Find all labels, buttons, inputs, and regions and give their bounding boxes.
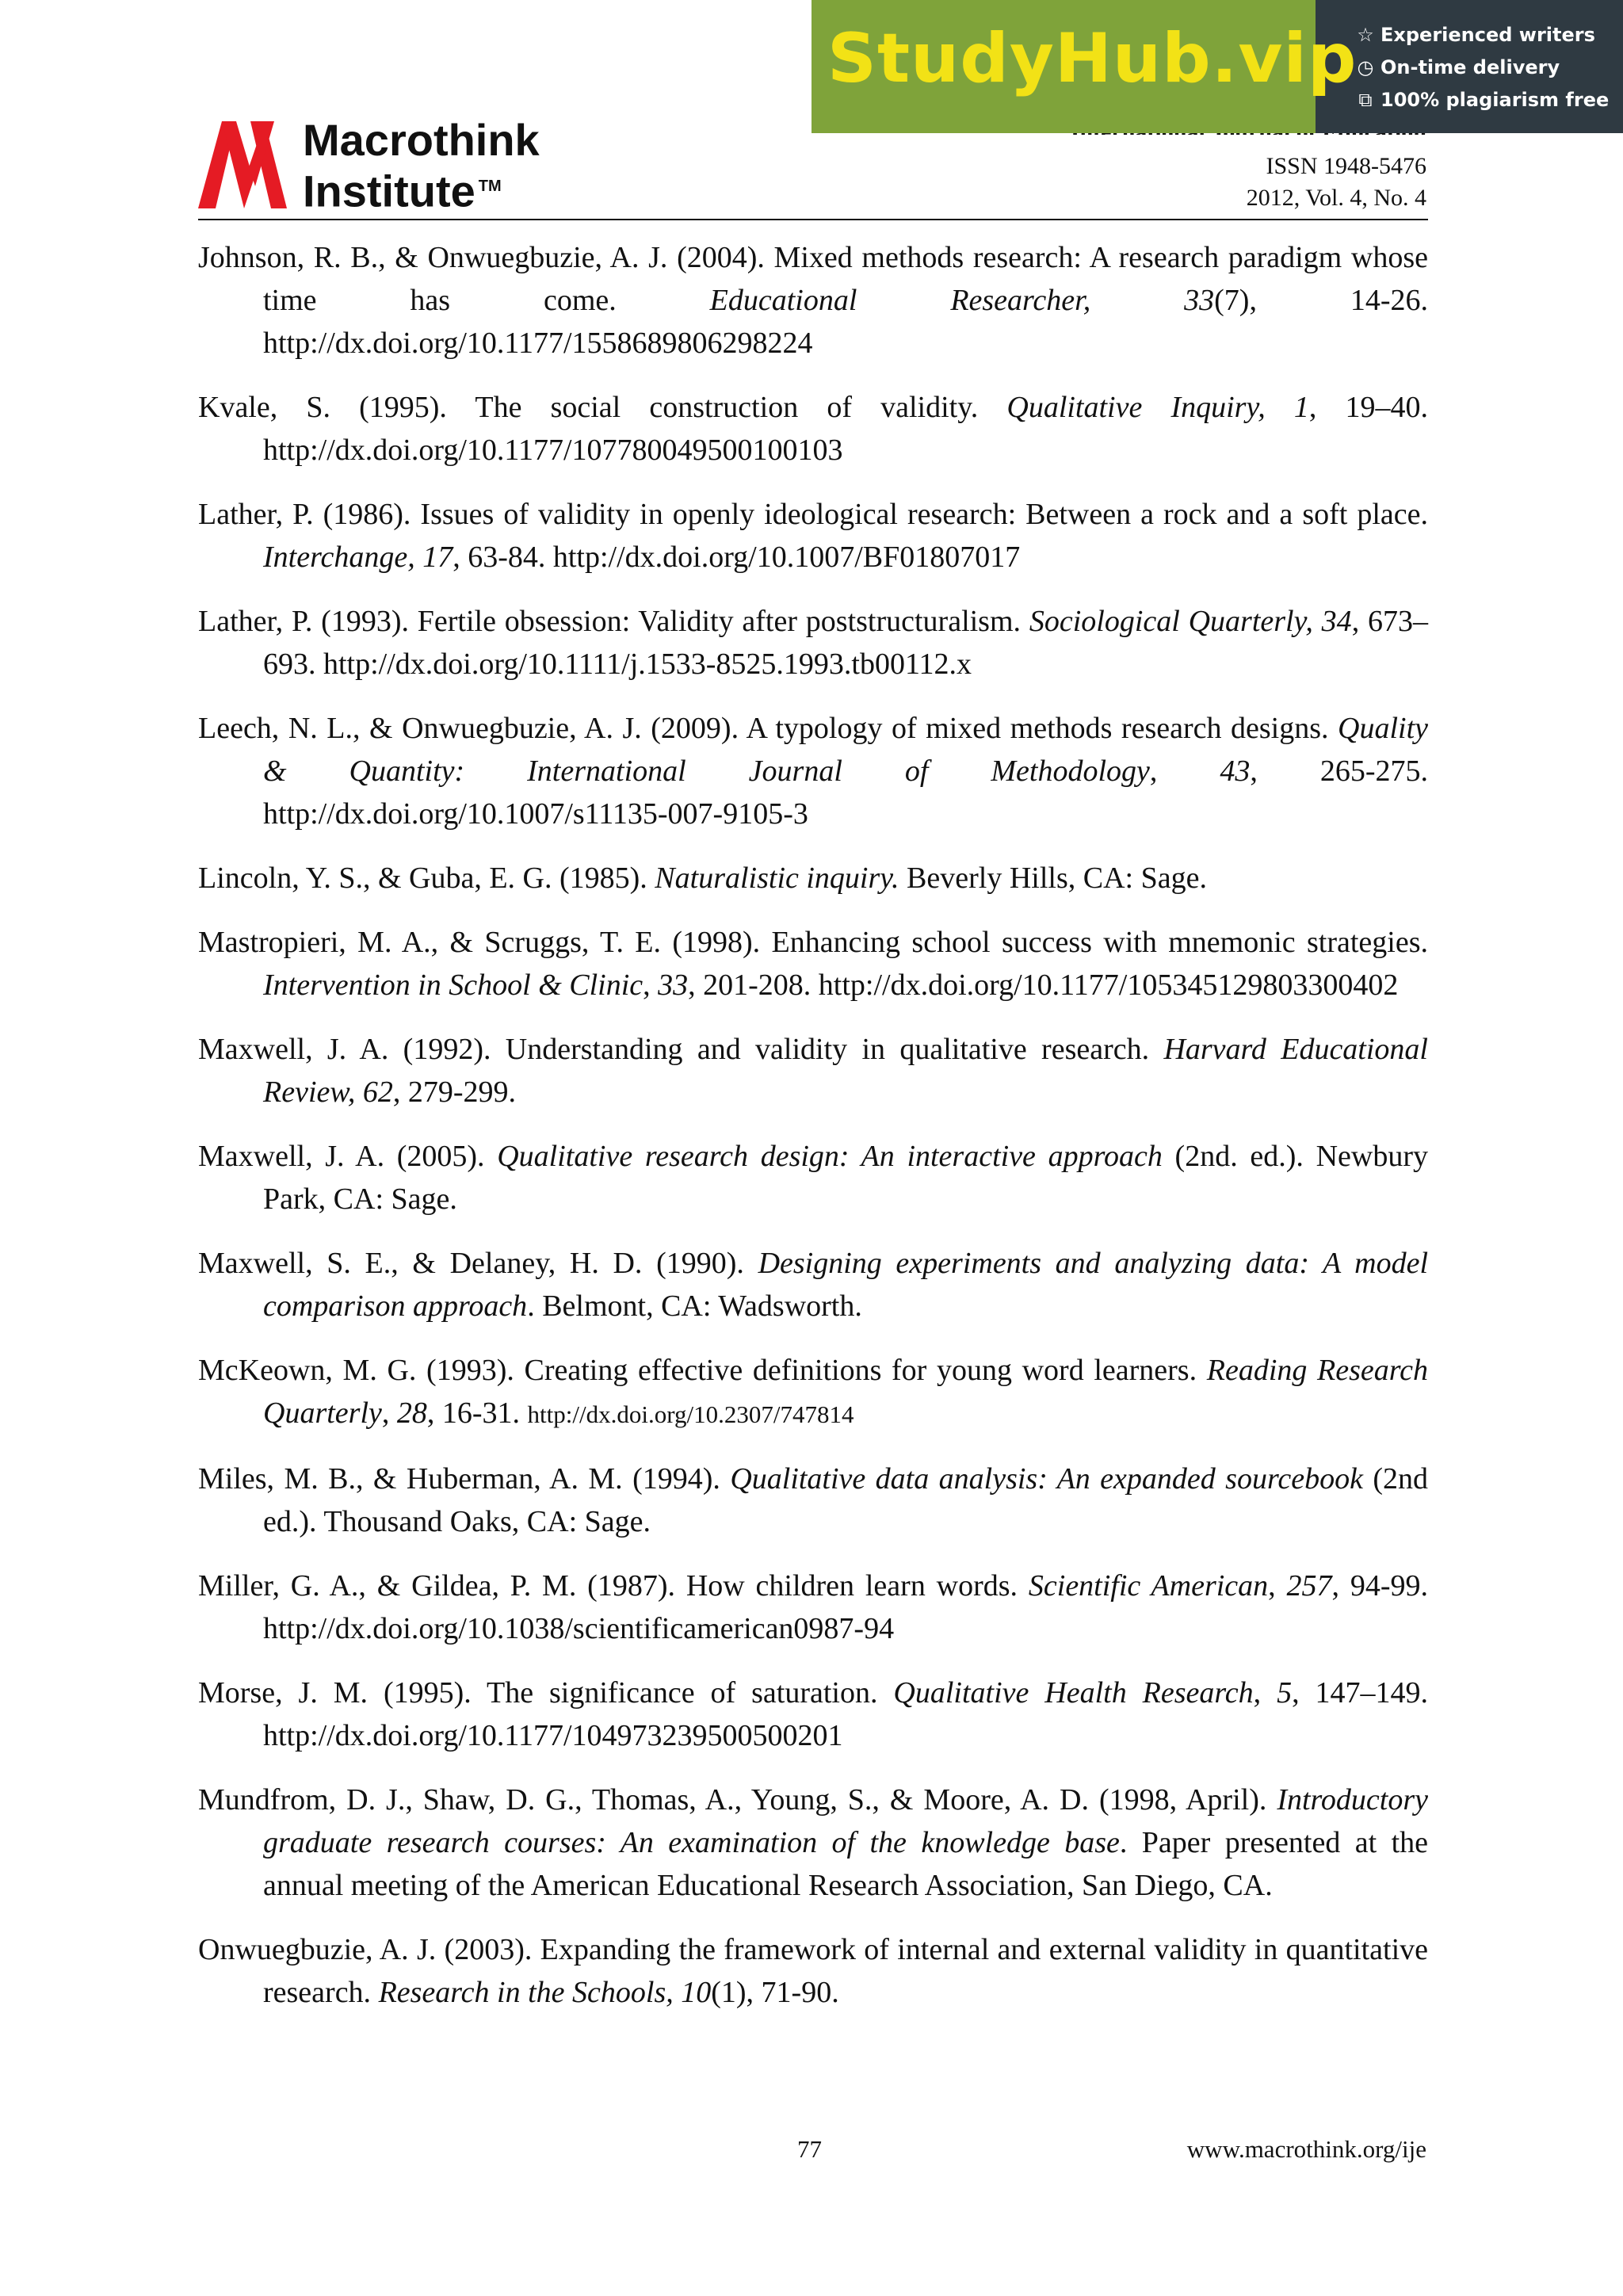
reference-text: , 94-99. http://dx.doi.org/10.1038/scientificamerican0987-94 — [263, 1569, 1429, 1645]
logo-word-institute — [303, 162, 502, 216]
reference-text: Lather, P. (1993). Fertile obsession: Validity after poststructuralism. — [198, 605, 1029, 638]
reference-title-italic: Quality & Quantity: International Journal of Methodology — [263, 712, 1428, 788]
banner-brand-text: StudyHub.vip — [827, 19, 1358, 98]
reference-text: Miller, G. A., & Gildea, P. M. (1987). How children learn words. — [198, 1569, 1029, 1603]
reference-text: . Paper presented at the annual meeting of the American Educational Research Association, San Diego, CA. — [263, 1826, 1428, 1902]
reference-text: (2nd ed.). Thousand Oaks, CA: Sage. — [263, 1462, 1429, 1538]
reference-text: Beverly Hills, CA: Sage. — [899, 861, 1207, 895]
reference-entry — [198, 1564, 1428, 1650]
copy-icon: ⧉ — [1358, 89, 1373, 111]
reference-entry — [198, 857, 1428, 900]
page-number: 77 — [797, 2135, 822, 2163]
reference-title-italic: Interchange, 17 — [263, 541, 453, 574]
reference-text: Maxwell, J. A. (2005). — [198, 1140, 498, 1173]
reference-text: , 16-31. — [426, 1396, 528, 1430]
reference-text: , — [1149, 755, 1220, 788]
reference-title-italic: Reading Research Quarterly — [263, 1354, 1428, 1430]
reference-entry — [198, 1671, 1428, 1757]
reference-text: , 19–40. http://dx.doi.org/10.1177/107780049500100103 — [263, 391, 1429, 467]
reference-title-italic: 28 — [396, 1396, 427, 1430]
reference-text: , — [1253, 1676, 1277, 1710]
header-divider — [198, 219, 1428, 220]
reference-title-italic: 43 — [1220, 755, 1251, 788]
reference-text: http://dx.doi.org/10.2307/747814 — [527, 1400, 854, 1428]
reference-text: Mastropieri, M. A., & Scruggs, T. E. (1998). Enhancing school success with mnemonic strategies. — [198, 926, 1428, 959]
reference-list — [198, 236, 1428, 2035]
banner-brand-panel — [812, 0, 1358, 133]
reference-entry — [198, 1242, 1428, 1328]
studyhub-banner[interactable] — [812, 0, 1623, 133]
star-outline-icon: ☆ — [1357, 24, 1374, 46]
reference-title-italic: Qualitative data analysis: An expanded sourcebook — [730, 1462, 1363, 1496]
reference-title-italic: 257 — [1286, 1569, 1332, 1603]
banner-feature — [1355, 52, 1609, 84]
publisher-logo — [198, 115, 610, 216]
banner-feature-label: On-time delivery — [1381, 56, 1560, 78]
logo-mark-icon — [198, 115, 296, 210]
reference-text: Johnson, R. B., & Onwuegbuzie, A. J. (2004). Mixed methods research: A research paradigm whose time has come. — [198, 241, 1428, 317]
reference-title-italic: 33 — [658, 968, 689, 1002]
reference-text: Maxwell, J. A. (1992). Understanding and validity in qualitative research. — [198, 1033, 1164, 1066]
reference-title-italic: Intervention in School & Clinic — [263, 968, 643, 1002]
reference-text: , 265-275. http://dx.doi.org/10.1007/s11135-007-9105-3 — [263, 755, 1429, 831]
reference-text: . Belmont, CA: Wadsworth. — [527, 1289, 862, 1323]
reference-title-italic: 5 — [1277, 1676, 1293, 1710]
reference-title-italic: Educational Researcher, 33 — [709, 284, 1215, 317]
footer-url[interactable]: www.macrothink.org/ije — [1186, 2135, 1426, 2163]
reference-entry — [198, 493, 1428, 579]
reference-text: Leech, N. L., & Onwuegbuzie, A. J. (2009). A typology of mixed methods research designs. — [198, 712, 1338, 745]
reference-text: , 147–149. http://dx.doi.org/10.1177/104973239500500201 — [263, 1676, 1429, 1752]
banner-feature-list — [1355, 19, 1609, 117]
reference-text: , — [643, 968, 659, 1002]
reference-title-italic: Qualitative research design: An interactive approach — [497, 1140, 1163, 1173]
reference-text: Lather, P. (1986). Issues of validity in openly ideological research: Between a rock and a soft place. — [198, 498, 1428, 531]
reference-text: McKeown, M. G. (1993). Creating effective definitions for young word learners. — [198, 1354, 1207, 1387]
reference-text: , — [1268, 1569, 1287, 1603]
reference-text: (2nd. ed.). Newbury Park, CA: Sage. — [263, 1140, 1428, 1216]
reference-entry — [198, 1349, 1428, 1436]
reference-text: , 63-84. http://dx.doi.org/10.1007/BF01807017 — [453, 541, 1021, 574]
reference-entry — [198, 386, 1428, 472]
reference-text: , 673–693. http://dx.doi.org/10.1111/j.1533-8525.1993.tb00112.x — [263, 605, 1428, 681]
reference-text: Onwuegbuzie, A. J. (2003). Expanding the framework of internal and external validity in quantitative research. — [198, 1933, 1428, 2009]
reference-title-italic: Introductory graduate research courses: An examination of the knowledge base — [263, 1783, 1428, 1859]
reference-entry — [198, 921, 1428, 1007]
reference-entry — [198, 1028, 1428, 1114]
banner-feature-label: 100% plagiarism free — [1381, 89, 1610, 111]
reference-text: , — [381, 1396, 397, 1430]
logo-trademark: TM — [478, 178, 502, 195]
reference-text: Maxwell, S. E., & Delaney, H. D. (1990). — [198, 1247, 758, 1280]
reference-entry — [198, 1778, 1428, 1907]
reference-text: (7), 14-26. http://dx.doi.org/10.1177/1558689806298224 — [263, 284, 1428, 360]
banner-feature — [1355, 84, 1609, 117]
reference-text: Mundfrom, D. J., Shaw, D. G., Thomas, A., Young, S., & Moore, A. D. (1998, April). — [198, 1783, 1277, 1817]
reference-title-italic: Research in the Schools, 10 — [378, 1976, 712, 2009]
reference-entry — [198, 707, 1428, 835]
clock-icon: ◷ — [1357, 56, 1374, 78]
reference-text: Kvale, S. (1995). The social construction of validity. — [198, 391, 1007, 424]
journal-issn: ISSN 1948-5476 — [1266, 153, 1426, 179]
reference-title-italic: Scientific American — [1028, 1569, 1269, 1603]
banner-feature-label: Experienced writers — [1381, 24, 1595, 46]
reference-text: (1), 71-90. — [711, 1976, 839, 2009]
reference-title-italic: Naturalistic inquiry. — [655, 861, 899, 895]
reference-title-italic: Qualitative Health Research — [893, 1676, 1254, 1710]
reference-text: , 279-299. — [392, 1075, 517, 1109]
reference-entry — [198, 1457, 1428, 1543]
logo-institute-text: Institute — [303, 166, 475, 216]
reference-entry — [198, 1928, 1428, 2014]
reference-text: , 201-208. http://dx.doi.org/10.1177/105345129803300402 — [688, 968, 1399, 1002]
reference-entry — [198, 236, 1428, 365]
reference-text: Morse, J. M. (1995). The significance of saturation. — [198, 1676, 894, 1710]
banner-feature — [1355, 19, 1609, 52]
reference-text: Miles, M. B., & Huberman, A. M. (1994). — [198, 1462, 731, 1496]
reference-entry — [198, 600, 1428, 686]
logo-word-macrothink: Macrothink — [303, 115, 540, 165]
journal-volume: 2012, Vol. 4, No. 4 — [1246, 185, 1426, 211]
reference-entry — [198, 1135, 1428, 1221]
reference-text: Lincoln, Y. S., & Guba, E. G. (1985). — [198, 861, 655, 895]
reference-title-italic: Sociological Quarterly, 34 — [1029, 605, 1352, 638]
reference-title-italic: Qualitative Inquiry, 1 — [1006, 391, 1309, 424]
reference-title-italic: Harvard Educational Review, 62 — [263, 1033, 1428, 1109]
reference-title-italic: Designing experiments and analyzing data: A model comparison approach — [263, 1247, 1428, 1323]
